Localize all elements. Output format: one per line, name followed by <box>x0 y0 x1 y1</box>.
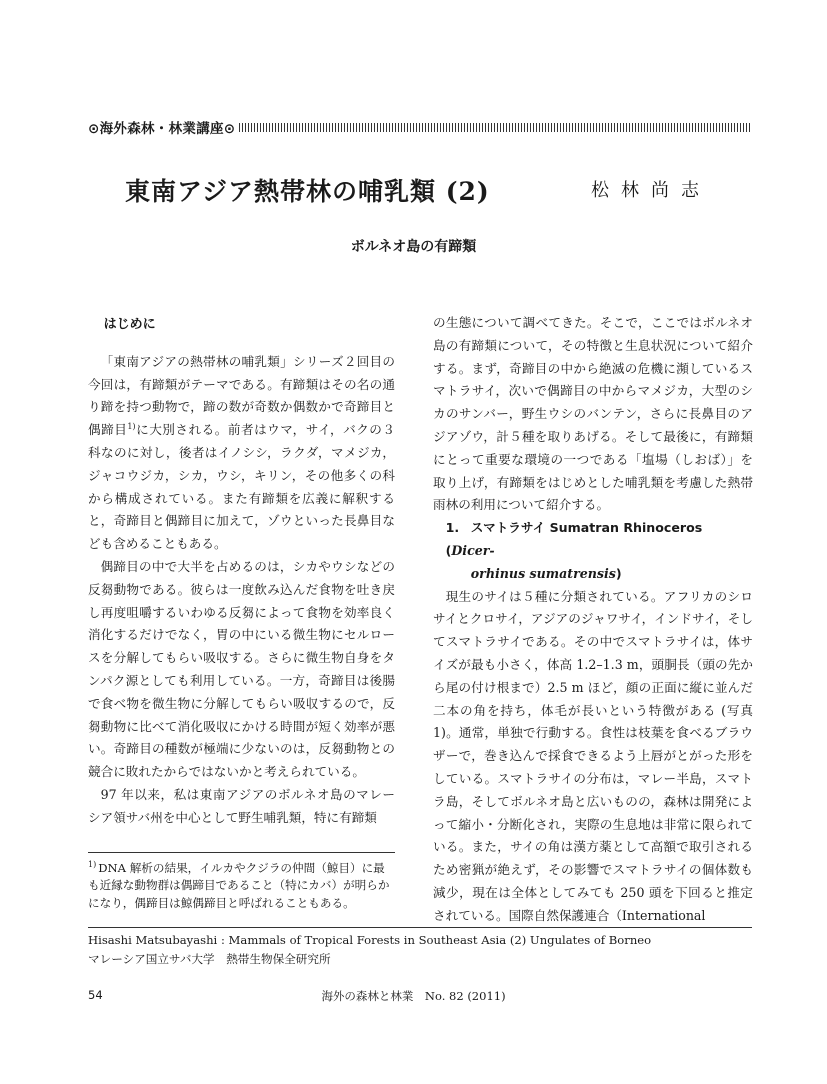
page-number: 54 <box>88 988 103 1002</box>
series-dotted-rule <box>239 123 752 132</box>
intro-paragraph-2: 偶蹄目の中で大半を占めるのは，シカやウシなどの反芻動物である。彼らは一度飲み込んだ食物を吐き戻し再度咀嚼するいわゆる反芻によって食物を効率良く消化するだけでなく，胃の中にいる微生物にセルロースを分解してもらい吸収する。さらに微生物自身をタンパク源としても利用している。一方，奇蹄目は後腸で食べ物を微生物に分解してもらい吸収するので，反芻動物に比べて消化吸収にかける時間が短く効率が悪い。奇蹄目の種数が極端に少ないのは，反芻動物との競合に敗れたからではないかと考えられている。 <box>88 558 395 780</box>
rhino-paragraph: 現生のサイは５種に分類されている。アフリカのシロサイとクロサイ，アジアのジャワサイ，インドサイ，そしてスマトラサイである。その中でスマトラサイは，体サイズが最も小さく，体高 1.2–1.3 m，頭胴長（頭の先から尾の付け根まで）2.5 m ほど，顔の正面に縦に並んだ二本の角を持ち，体毛が長いという特徴がある (写真 1)。通常，単独で行動する。食性は枝葉を食べるブラウザーで，巻き込んで採食できるよう上唇がとがった形をしている。スマトラサイの分布は，マレー半島，スマトラ島，そしてボルネオ島と広いものの，森林は開発によって縮小・分断化され，実際の生息地は非常に限られている。また，サイの角は漢方薬として高額で取引されるため密猟が絶えず，その影響でスマトラサイの個体数も減少，現在は全体としてみても 250 頭を下回ると推定されている。国際自然保護連合（International <box>433 588 753 923</box>
section-heading-intro: はじめに <box>103 317 156 332</box>
affiliation-rule <box>88 927 752 928</box>
intro-paragraph-3: 97 年以来，私は東南アジアのボルネオ島のマレーシア領サバ州を中心として野生哺乳類，特に有蹄類 <box>88 786 395 825</box>
intro-p1-part-b: に大別される。前者はウマ，サイ，バクの３科なのに対し，後者はイノシシ，ラクダ，マメジカ，ジャコウジカ，シカ，ウシ，キリン，その他多くの科から構成されている。また有蹄類を広義に解釈すると，奇蹄目と偶蹄目に加えて，ゾウといった長鼻目なども含めることもある。 <box>88 422 396 552</box>
scientific-name-part-b: orhinus sumatrensis <box>470 565 616 581</box>
scientific-name-part-a: Dicer- <box>451 542 495 558</box>
affiliation-japanese: マレーシア国立サバ大学 熱帯生物保全研究所 <box>88 952 331 966</box>
article-title: 東南アジア熱帯林の哺乳類 (2) <box>125 177 490 206</box>
journal-footer: 海外の森林と林業 No. 82 (2011) <box>321 989 506 1003</box>
footnote-rule <box>88 852 395 853</box>
right-column <box>433 312 753 928</box>
section-title: スマトラサイ Sumatran Rhinoceros ( <box>445 520 703 558</box>
intro-paragraph-1 <box>88 351 395 556</box>
footnote-ref-1[interactable]: 1) <box>127 422 136 431</box>
section-title-close: ) <box>615 565 622 581</box>
footnote-mark: 1) <box>88 860 97 869</box>
section-heading-rhino <box>433 517 753 585</box>
series-header <box>88 117 752 137</box>
series-label: ⊙海外森林・林業講座⊙ <box>88 121 236 137</box>
affiliation-english: Hisashi Matsubayashi : Mammals of Tropical Forests in Southeast Asia (2) Ungulates of Borneo <box>88 933 652 947</box>
footnote <box>88 856 395 912</box>
section-number: 1. <box>445 520 460 536</box>
left-column <box>88 312 395 830</box>
intro-paragraph-continued: の生態について調べてきた。そこで，ここではボルネオ島の有蹄類について，その特徴と生息状況について紹介する。まず，奇蹄目の中から絶滅の危機に瀕しているスマトラサイ，次いで偶蹄目の中からマメジカ，大型のシカのサンバー，野生ウシのバンテン，さらに長鼻目のアジアゾウ，計５種を取りあげる。そして最後に，有蹄類にとって重要な環境の一つである「塩場（しおば）」を取り上げ，有蹄類をはじめとした哺乳類を考慮した熱帯雨林の利用について紹介する。 <box>433 315 753 513</box>
author-name: 松林尚志 <box>591 180 711 201</box>
article-subtitle: ボルネオ島の有蹄類 <box>350 239 477 255</box>
intro-p1-part-a: 「東南アジアの熱帯林の哺乳類」シリーズ２回目の今回は，有蹄類がテーマである。有蹄類はその名の通り蹄を持つ動物で，蹄の数が奇数か偶数かで奇蹄目と偶蹄目 <box>88 353 395 438</box>
footnote-text: DNA 解析の結果，イルカやクジラの仲間（鯨目）に最も近縁な動物群は偶蹄目であること（特にカバ）が明らかになり，偶蹄目は鯨偶蹄目と呼ばれることもある。 <box>88 860 390 910</box>
